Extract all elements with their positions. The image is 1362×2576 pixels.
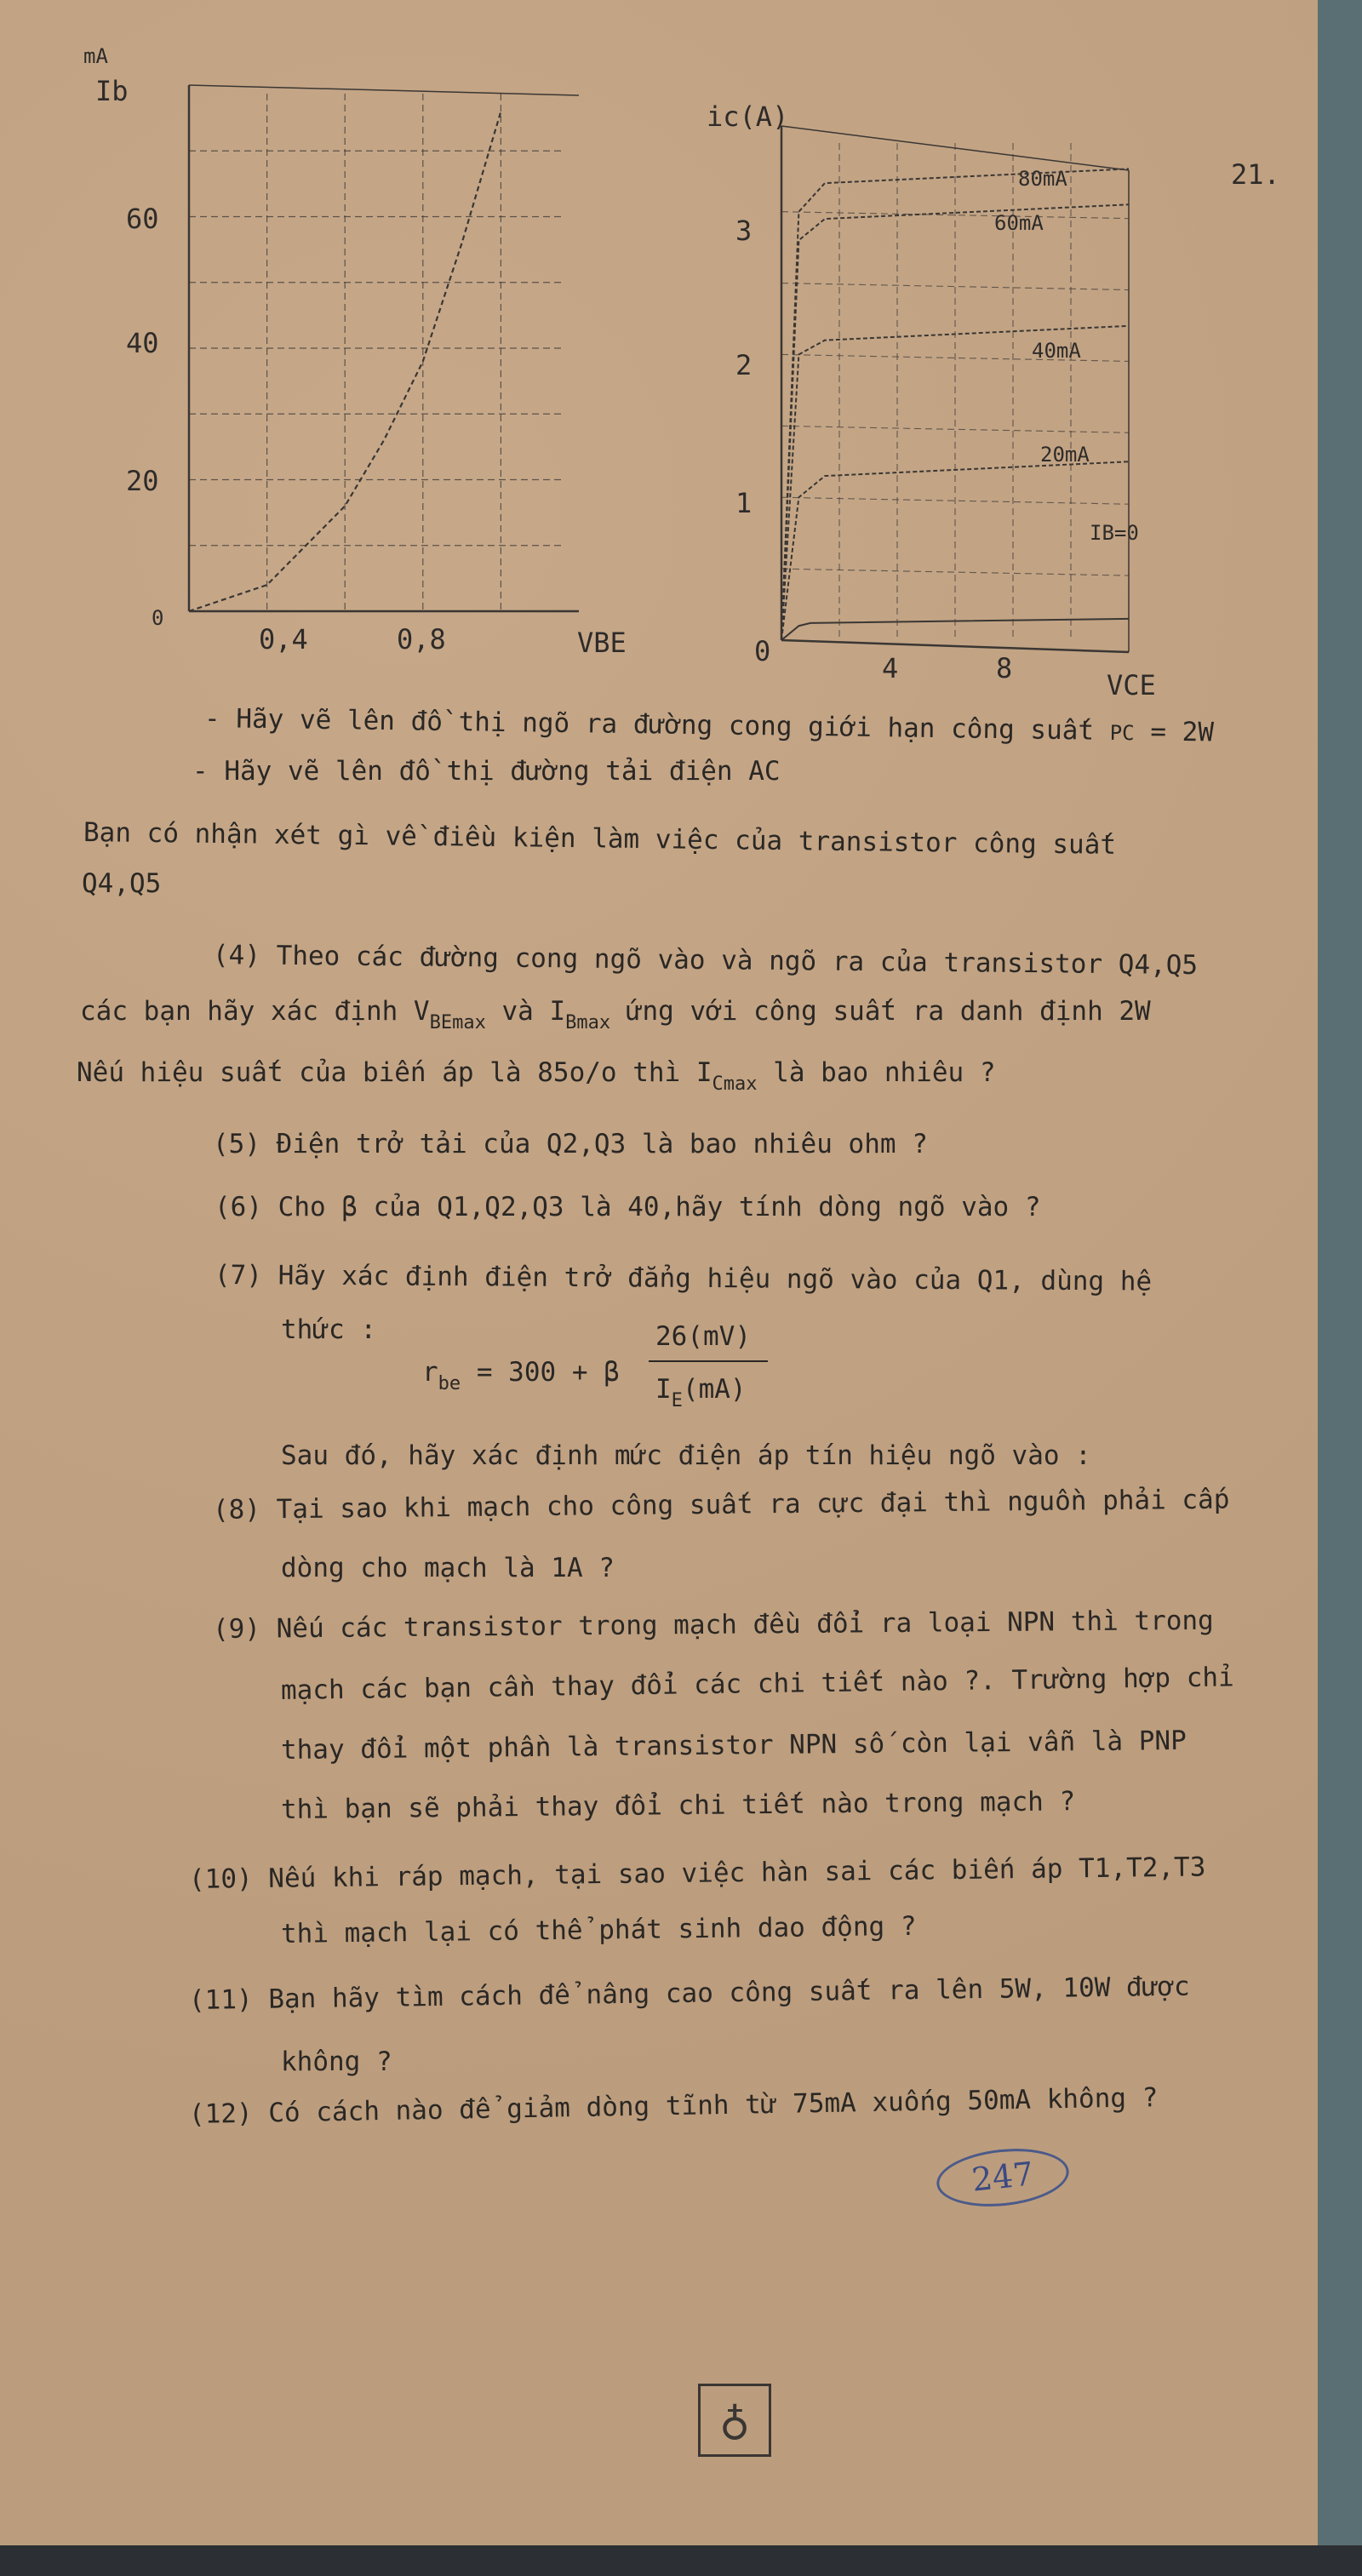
question-8-line1: (8) Tại sao khi mạch cho công suất ra cực đại thì nguồn phải cấp (212, 1484, 1230, 1526)
question-9-line2: mạch các bạn cần thay đổi các chi tiết nào ?. Trường hợp chỉ (280, 1662, 1234, 1706)
right-xtick-4: 4 (882, 652, 899, 684)
question-4-line1: (4) Theo các đường cong ngõ vào và ngõ ra của transistor Q4,Q5 (212, 940, 1199, 982)
right-chart-xlabel: VCE (1107, 669, 1156, 701)
formula-rbe (422, 1354, 620, 1403)
left-origin: 0 (152, 606, 164, 630)
left-chart-xlabel: VBE (577, 627, 627, 659)
curve-label-60: 60mA (994, 211, 1044, 235)
question-11-line1: (11) Bạn hãy tìm cách để nâng cao công suất ra lên 5W, 10W được (188, 1971, 1190, 2016)
formula-den-i: I (655, 1374, 672, 1405)
question-9-line1: (9) Nếu các transistor trong mạch đều đổi ra loại NPN thì trong (212, 1605, 1214, 1645)
left-xtick-04: 0,4 (259, 623, 308, 655)
right-chart-ylabel: ic(A) (707, 100, 789, 133)
right-xtick-8: 8 (996, 652, 1013, 684)
q4-ic-sub: Cmax (712, 1073, 758, 1095)
stamp-mark: ♁ (698, 2384, 771, 2457)
question-10-line2: thì mạch lại có thể phát sinh dao động ? (280, 1910, 917, 1949)
right-curve-2 (781, 326, 1129, 640)
bullet-power-curve-text: - Hãy vẽ lên đồ thị ngõ ra đường cong giới hạn công suất (203, 703, 1095, 747)
curve-label-40: 40mA (1032, 339, 1081, 363)
right-x-axis (781, 640, 1129, 652)
question-9-line3: thay đổi một phần là transistor NPN số còn lại vẫn là PNP (280, 1725, 1187, 1766)
left-chart-unit: mA (83, 44, 108, 68)
q4-ib-sub: Bmax (565, 1012, 611, 1033)
question-7-line3: Sau đó, hãy xác định mức điện áp tín hiệu ngõ vào : (281, 1440, 1091, 1471)
handwritten-page-number: 247 (934, 2143, 1072, 2212)
power-value: = 2W (1150, 716, 1215, 748)
q4-vbe-sub: BEmax (429, 1012, 486, 1033)
formula-numerator: 26(mV) (655, 1321, 751, 1352)
formula-lhs-sub: be (438, 1373, 461, 1394)
right-tick-3: 3 (735, 215, 753, 247)
curve-label-20: 20mA (1040, 443, 1090, 467)
curve-label-80: 80mA (1018, 167, 1067, 191)
right-chart-plot (0, 0, 1277, 681)
formula-fraction-bar (649, 1360, 768, 1362)
right-tick-1: 1 (735, 487, 753, 519)
left-tick-60: 60 (126, 203, 159, 235)
left-tick-20: 20 (126, 465, 159, 497)
question-11-line2: không ? (281, 2046, 392, 2077)
bullet-ac-load-line: - Hãy vẽ lên đồ thị đường tải điện AC (192, 756, 781, 787)
q4-question-tail: là bao nhiêu ? (757, 1057, 996, 1088)
formula-den-sub: E (671, 1390, 683, 1411)
left-xtick-08: 0,8 (397, 623, 446, 655)
left-tick-40: 40 (126, 327, 159, 359)
bullet-power-curve (204, 700, 1215, 753)
q4-efficiency-text: Nếu hiệu suất của biến áp là 85o/o thì I (77, 1057, 712, 1088)
bottom-background (0, 2545, 1362, 2576)
formula-denominator (655, 1371, 747, 1420)
formula-middle: = 300 + β (461, 1357, 620, 1388)
question-7-line2: thức : (281, 1314, 376, 1345)
question-4-line3 (77, 1054, 996, 1103)
curve-label-ib0: IB=0 (1090, 521, 1139, 545)
question-3-line1: Bạn có nhận xét gì về điều kiện làm việc của transistor công suất (83, 817, 1117, 861)
right-tick-2: 2 (735, 349, 753, 381)
binding-edge (1318, 0, 1362, 2576)
right-origin: 0 (754, 635, 771, 667)
question-4-line2 (80, 993, 1151, 1042)
question-7-line1: (7) Hãy xác định điện trở đẳng hiệu ngõ vào của Q1, dùng hệ (214, 1260, 1153, 1297)
q4-ib-text: và I (485, 996, 566, 1027)
question-12: (12) Có cách nào để giảm dòng tĩnh từ 75mA xuống 50mA không ? (188, 2082, 1159, 2130)
question-5: (5) Điện trở tải của Q2,Q3 là bao nhiêu ohm ? (213, 1129, 928, 1159)
question-10-line1: (10) Nếu khi ráp mạch, tại sao việc hàn sai các biến áp T1,T2,T3 (188, 1852, 1206, 1895)
question-9-line4: thì bạn sẽ phải thay đổi chi tiết nào trong mạch ? (280, 1786, 1076, 1825)
question-6: (6) Cho β của Q1,Q2,Q3 là 40,hãy tính dòng ngõ vào ? (215, 1192, 1041, 1222)
question-8-line2: dòng cho mạch là 1A ? (281, 1553, 615, 1583)
power-symbol: PC (1109, 720, 1135, 746)
question-3-line2: Q4,Q5 (82, 868, 162, 899)
q4-rated-text: ứng với công suất ra danh định 2W (610, 996, 1151, 1027)
formula-den-unit: (mA) (682, 1374, 747, 1405)
q4-vbe-text: các bạn hãy xác định V (80, 996, 430, 1027)
left-chart-ylabel: Ib (95, 75, 129, 107)
page-label: 21. (1231, 158, 1280, 191)
formula-lhs: r (422, 1357, 438, 1388)
